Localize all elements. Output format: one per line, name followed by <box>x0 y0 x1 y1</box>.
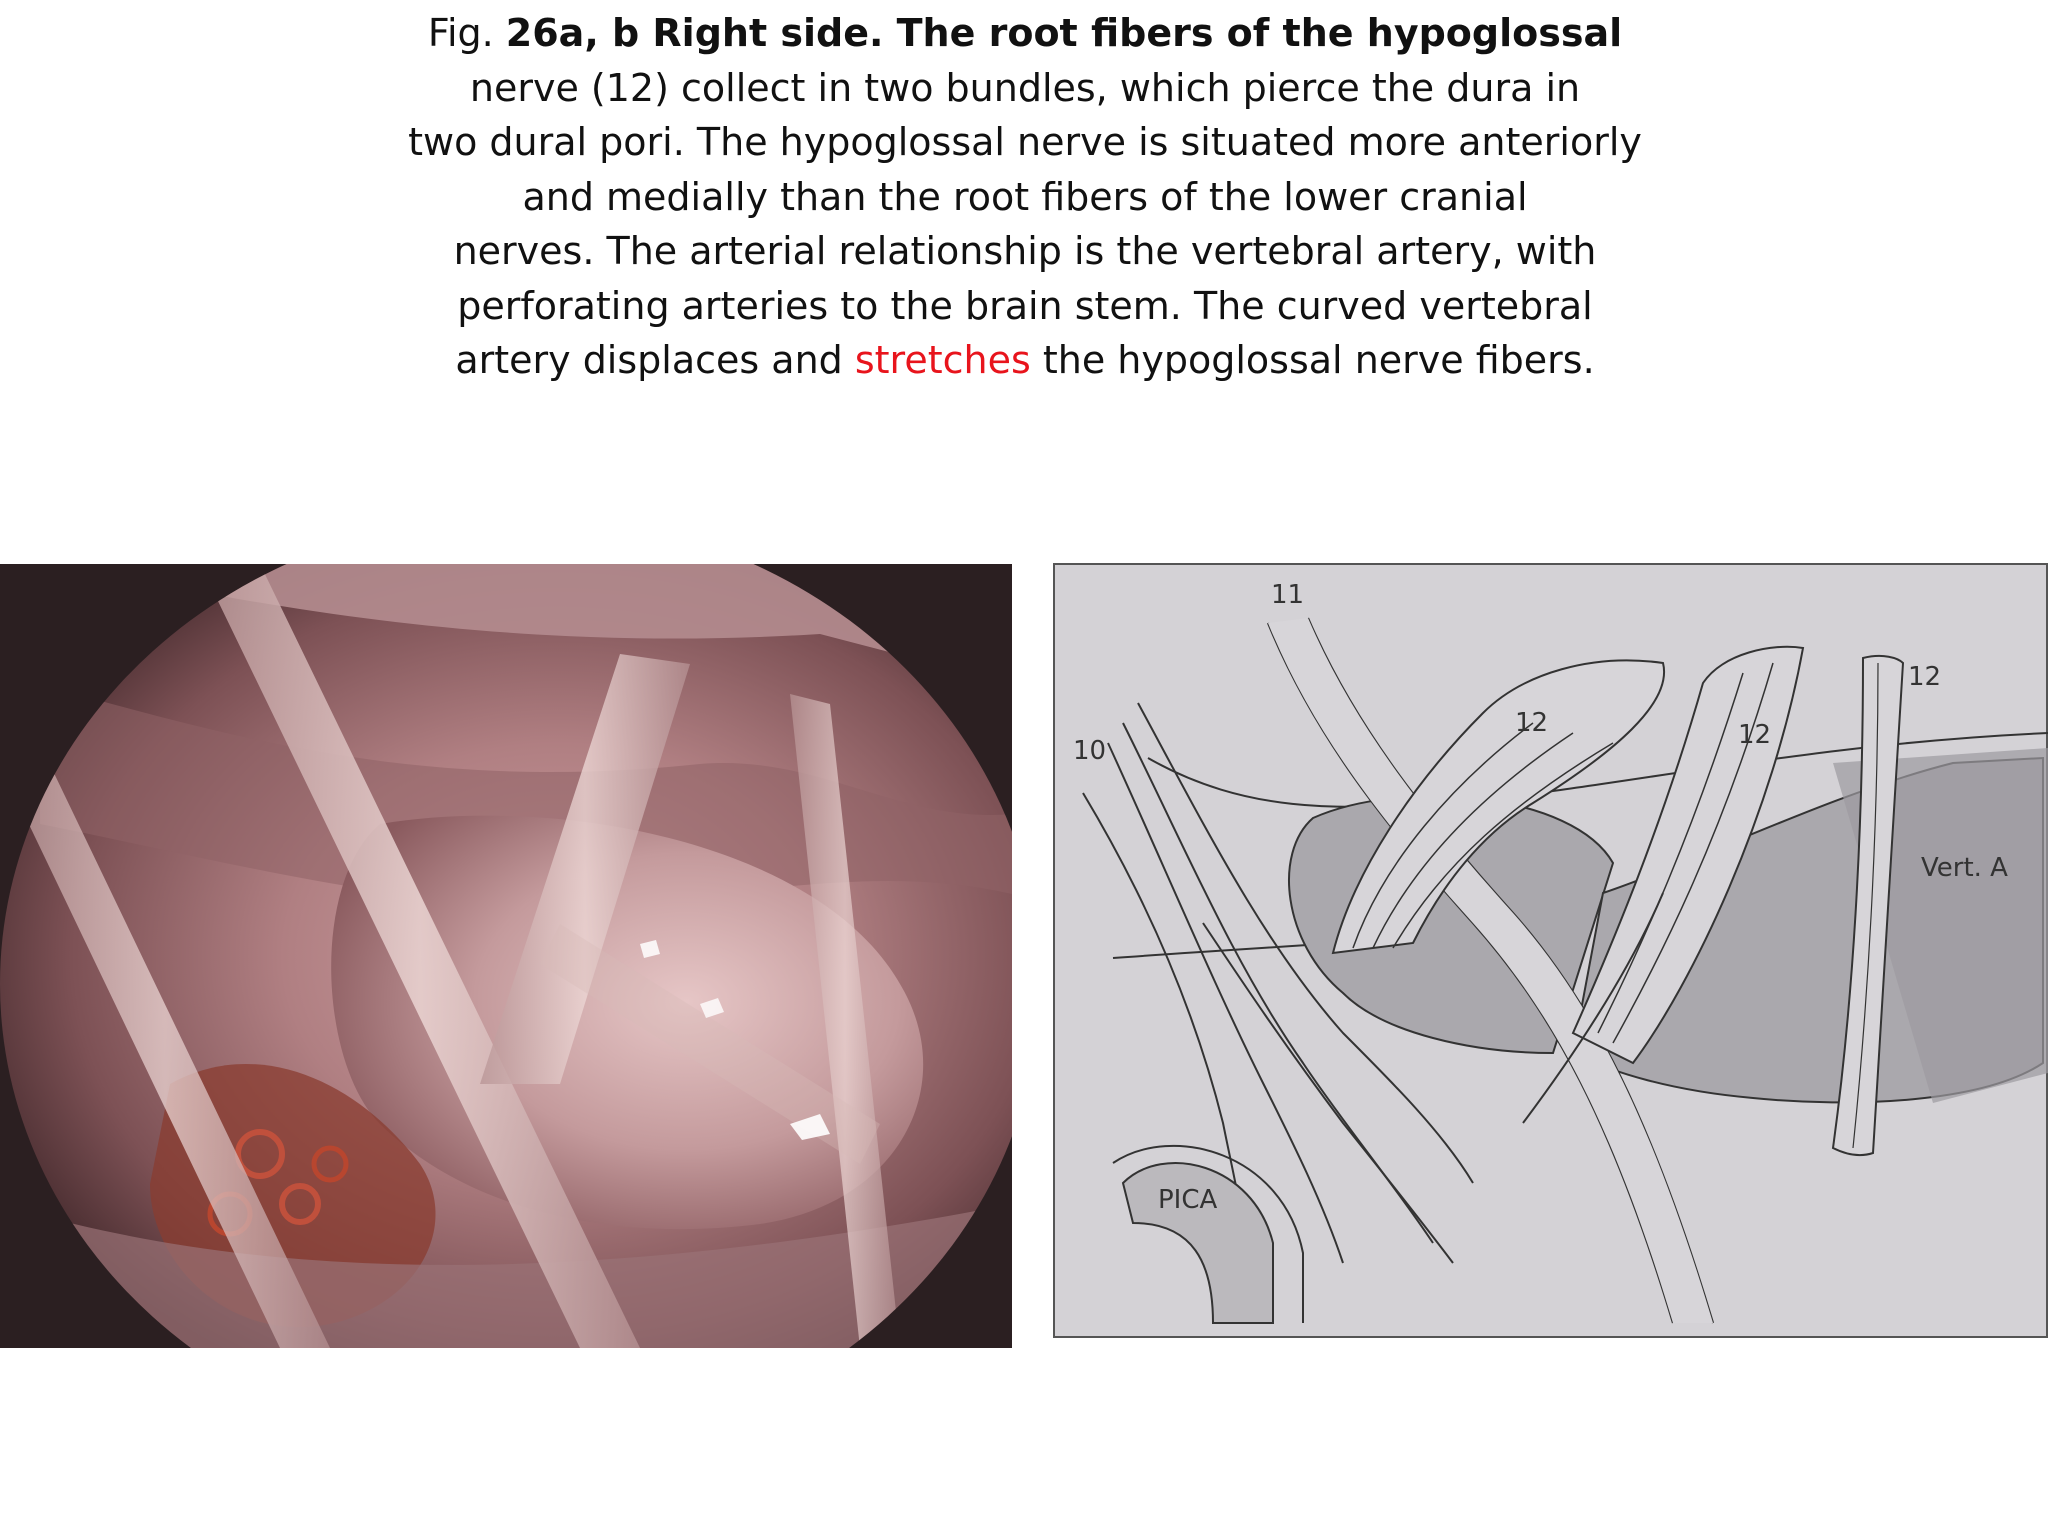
caption-line-1 <box>330 6 1720 61</box>
label-nerve-10: 10 <box>1073 736 1107 766</box>
caption-line-7-suffix: the hypoglossal nerve fibers. <box>1030 338 1595 382</box>
caption-bold-title: 26a, b Right side. The root fibers of the hypoglossal <box>505 11 1623 55</box>
caption-line-5: nerves. The arterial relationship is the vertebral artery, with <box>453 229 1597 273</box>
caption-line-7-prefix: artery displaces and <box>455 338 855 382</box>
schematic-drawing <box>1053 563 2048 1338</box>
label-nerve-12-left: 12 <box>1515 708 1549 738</box>
label-nerve-12-right: 12 <box>1908 662 1942 692</box>
label-nerve-11: 11 <box>1271 580 1305 610</box>
label-pica: PICA <box>1158 1185 1218 1215</box>
endoscopic-photo <box>0 564 1012 1348</box>
label-vertebral-artery: Vert. A <box>1921 853 2008 883</box>
endoscope-view <box>0 564 1012 1348</box>
caption-line-7 <box>330 333 1720 388</box>
caption-fig-prefix: Fig. <box>427 11 506 55</box>
schematic-drawing-svg <box>1053 563 2048 1338</box>
endoscopic-photo-svg <box>0 564 1012 1348</box>
label-nerve-12-middle: 12 <box>1738 720 1772 750</box>
caption-line-2: nerve (12) collect in two bundles, which pierce the dura in <box>469 65 1581 110</box>
caption-highlight-stretches: stretches <box>854 338 1031 382</box>
caption-line-3: two dural pori. The hypoglossal nerve is situated more anteriorly <box>408 120 1642 164</box>
caption-line-4: and medially than the root fibers of the lower cranial <box>522 174 1528 219</box>
caption-line-6: perforating arteries to the brain stem. The curved vertebral <box>457 283 1593 328</box>
figure-caption <box>330 6 1720 388</box>
